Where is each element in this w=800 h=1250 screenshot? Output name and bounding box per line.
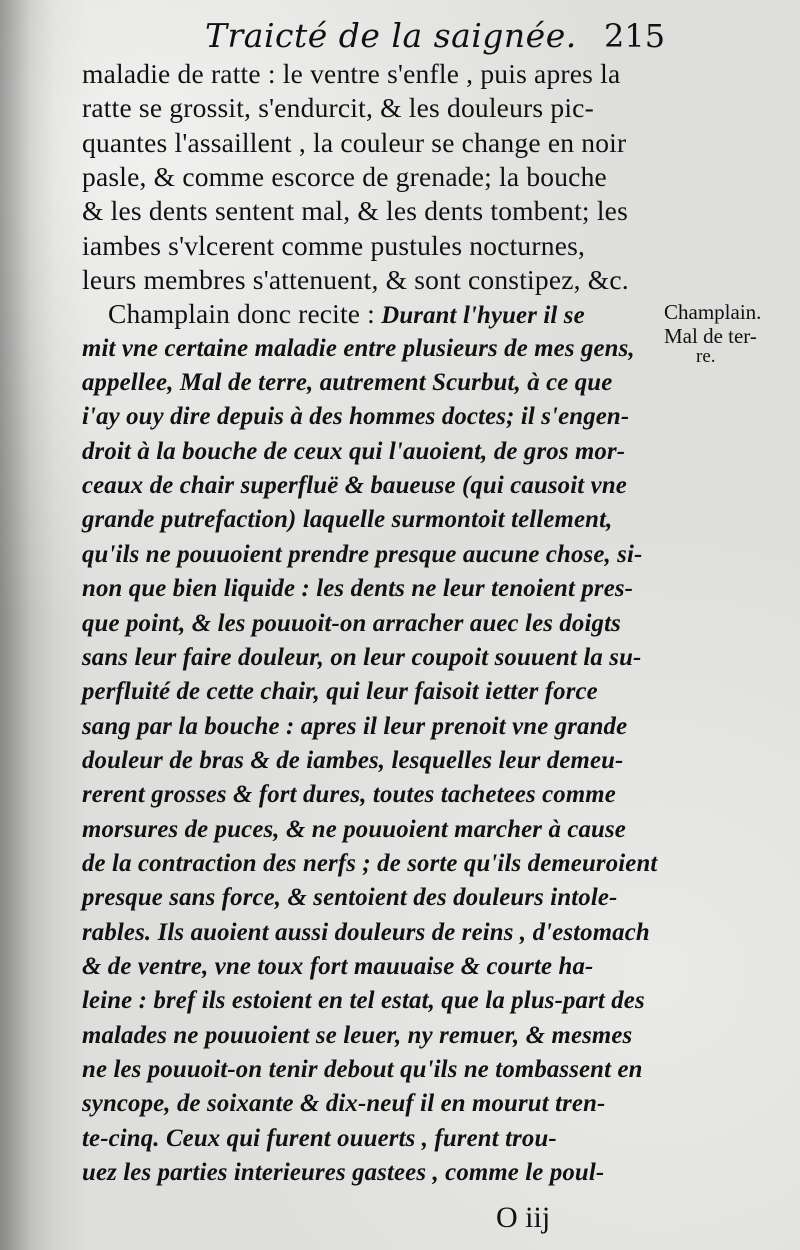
text-line: ceaux de chair superfluë & baueuse (qui causoit vne bbox=[82, 472, 627, 500]
text-line: rables. Ils auoient aussi douleurs de reins , d'estomach bbox=[82, 918, 650, 946]
text-line-quote-start bbox=[82, 297, 662, 331]
text-line: iambes s'vlcerent comme pustules nocturnes, bbox=[82, 229, 586, 261]
text-line: i'ay ouy dire depuis à des hommes doctes; il s'engen- bbox=[82, 403, 630, 431]
margin-note-line: re. bbox=[696, 346, 716, 367]
text-line: grande putrefaction) laquelle surmontoit tellement, bbox=[82, 506, 613, 534]
text-line: syncope, de soixante & dix-neuf il en mourut tren- bbox=[82, 1090, 606, 1118]
text-line: que point, & les pouuoit-on arracher auec les doigts bbox=[82, 609, 621, 637]
text-line: sang par la bouche : apres il leur prenoit vne grande bbox=[82, 712, 628, 740]
quote-text: Durant l'hyuer il se bbox=[381, 302, 585, 330]
text-line: morsures de puces, & ne pouuoient marcher à cause bbox=[82, 815, 626, 843]
text-line: qu'ils ne pouuoient prendre presque aucune chose, si- bbox=[82, 540, 643, 568]
signature-mark: O iij bbox=[496, 1201, 551, 1234]
text-line: ratte se grossit, s'endurcit, & les douleurs pic- bbox=[82, 92, 594, 124]
text-line: droit à la bouche de ceux qui l'auoient, de gros mor- bbox=[82, 437, 626, 465]
text-line: uez les parties interieures gastees , comme le poul- bbox=[82, 1159, 605, 1186]
text-line: rerent grosses & fort dures, toutes tachetees comme bbox=[82, 781, 616, 809]
text-line: perfluité de cette chair, qui leur faisoit ietter force bbox=[82, 678, 598, 706]
margin-note-line: Mal de ter- bbox=[664, 324, 757, 348]
text-line: leine : bref ils estoient en tel estat, que la plus-part des bbox=[82, 987, 645, 1015]
text-line: mit vne certaine maladie entre plusieurs de mes gens, bbox=[82, 334, 635, 362]
quote-introduction: Champlain donc recite : bbox=[108, 298, 375, 330]
text-line: leurs membres s'attenuent, & sont constipez, &c. bbox=[82, 264, 629, 296]
text-line: sans leur faire douleur, on leur coupoit souuent la su- bbox=[82, 643, 642, 671]
page-number: 215 bbox=[604, 17, 666, 55]
text-line: douleur de bras & de iambes, lesquelles leur demeu- bbox=[82, 746, 624, 774]
margin-note bbox=[664, 300, 794, 366]
text-line: te-cinq. Ceux qui furent ouuerts , furent trou- bbox=[82, 1124, 557, 1152]
text-line: non que bien liquide : les dents ne leur tenoient pres- bbox=[82, 575, 634, 603]
text-line: malades ne pouuoient se leuer, ny remuer, & mesmes bbox=[82, 1021, 633, 1049]
text-line: & de ventre, vne toux fort mauuaise & courte ha- bbox=[82, 952, 594, 980]
text-line: & les dents sentent mal, & les dents tombent; les bbox=[82, 195, 628, 227]
text-line: ne les pouuoit-on tenir debout qu'ils ne tombassent en bbox=[82, 1055, 643, 1083]
running-head: Traicté de la saignée. bbox=[205, 16, 577, 55]
text-line: de la contraction des nerfs ; de sorte qu'ils demeuroient bbox=[82, 849, 658, 877]
text-line: pasle, & comme escorce de grenade; la bouche bbox=[82, 161, 607, 193]
text-line: appellee, Mal de terre, autrement Scurbut, à ce que bbox=[82, 369, 613, 397]
main-text-block bbox=[82, 57, 662, 1190]
margin-note-line: Champlain. bbox=[664, 300, 762, 324]
text-line: quantes l'assaillent , la couleur se change en noir bbox=[82, 126, 627, 158]
text-line: presque sans force, & sentoient des douleurs intole- bbox=[82, 884, 618, 912]
text-line: maladie de ratte : le ventre s'enfle , puis apres la bbox=[82, 58, 621, 89]
